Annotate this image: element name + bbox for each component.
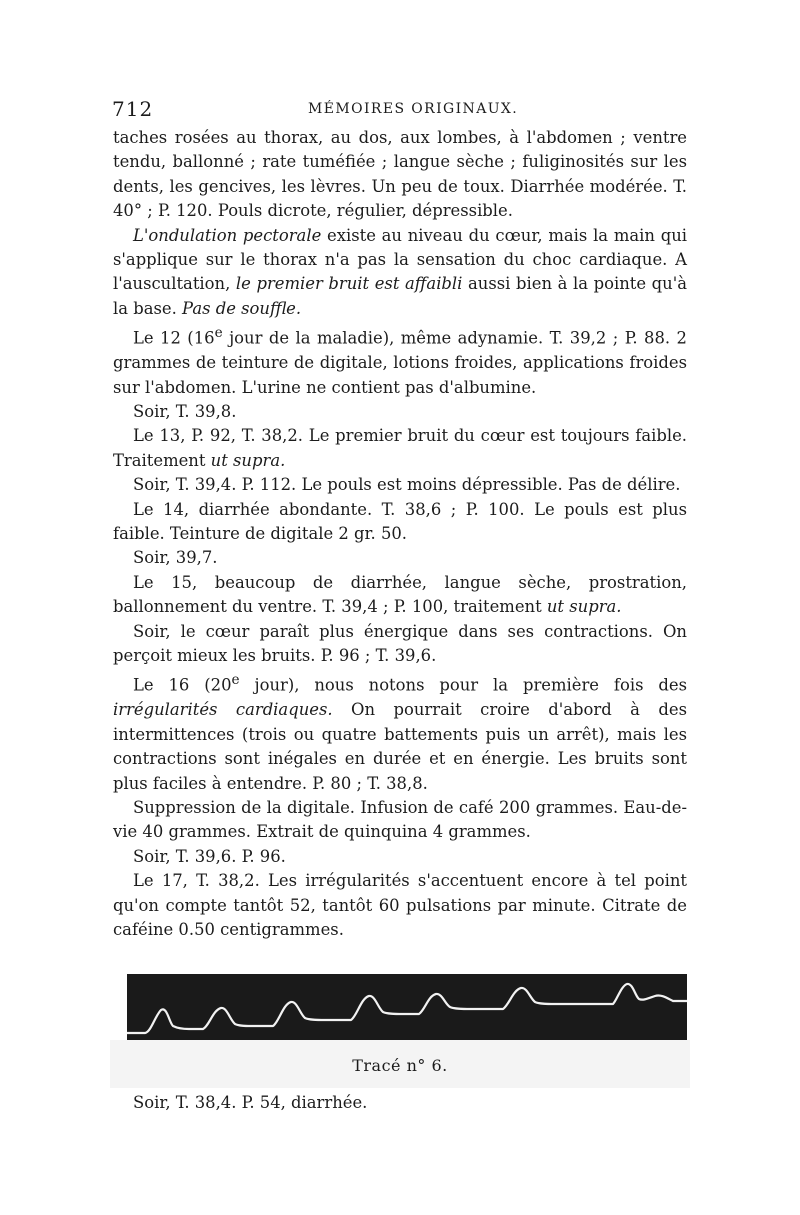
text-run: Le 16 (20 (133, 675, 232, 695)
paragraph (113, 126, 687, 224)
text-run: Le 12 (16 (133, 328, 215, 348)
paragraph (113, 620, 687, 669)
text-run: Suppression de la digitale. Infusion de café 200 grammes. Eau-de-vie 40 grammes. Extrait de quinquina 4 grammes. (113, 797, 687, 842)
paragraph (113, 845, 687, 869)
text-run: Soir, 39,7. (133, 548, 218, 568)
text-run: Soir, T. 39,4. P. 112. Le pouls est moins dépressible. Pas de délire. (133, 475, 681, 495)
text-run: Le 13, P. 92, T. 38,2. Le premier bruit du cœur est toujours faible. Traitement (113, 426, 687, 470)
text-run: Soir, T. 39,8. (133, 401, 237, 421)
superscript: e (231, 672, 240, 689)
italic-text: ut supra. (546, 597, 622, 617)
text-run: aussi bien à la pointe qu'à la base. (113, 274, 688, 318)
text-run: On pourrait croire d'abord à des intermittences (trois ou quatre battements puis un arrêt), mais les contractions sont inégales en durée et en énergie. Les bruits sont plus faciles à entendre. P. 80 ; T. 38,8. (113, 700, 688, 793)
text-run: Le 17, T. 38,2. Les irrégularités s'accentuent encore à tel point qu'on compte tantôt 52, tantôt 60 pulsations par minute. Citrate de caféine 0.50 centigrammes. (113, 871, 687, 939)
pulse-trace (127, 974, 687, 1040)
paragraph (113, 571, 687, 620)
superscript: e (214, 325, 223, 342)
page-header (108, 97, 708, 123)
paragraph (113, 498, 687, 547)
page-number: 712 (112, 97, 154, 121)
figure-caption: Tracé n° 6. (352, 1056, 448, 1075)
paragraph (113, 321, 687, 400)
paragraph (113, 424, 687, 473)
text-run: Le 14, diarrhée abondante. T. 38,6 ; P. 100. Le pouls est plus faible. Teinture de digitale 2 gr. 50. (113, 499, 687, 543)
text-run: jour), nous notons pour la première fois des (239, 675, 687, 695)
trace-background (127, 974, 687, 1040)
italic-text: Pas de souffle. (182, 298, 302, 318)
final-line: Soir, T. 38,4. P. 54, diarrhée. (133, 1093, 368, 1112)
paragraph (113, 796, 687, 845)
italic-text: ut supra. (210, 450, 286, 470)
text-run: Le 15, beaucoup de diarrhée, langue sèche, prostration, ballonnement du ventre. T. 39,4 ; P. 100, traitement (113, 572, 687, 617)
text-run: existe au niveau du cœur, mais la main qui s'applique sur le thorax n'a pas la sensation du choc cardiaque. A l'auscultation, (113, 225, 687, 294)
paragraph (113, 473, 687, 497)
italic-text: le premier bruit est affaibli (235, 274, 463, 294)
italic-text: L'ondulation pectorale (133, 225, 322, 245)
paragraph (113, 224, 687, 322)
paragraph (113, 869, 687, 942)
text-run: taches rosées au thorax, au dos, aux lombes, à l'abdomen ; ventre tendu, ballonné ; rate tuméfiée ; langue sèche ; fuliginosités sur les dents, les gencives, les lèvres. Un peu de toux. Diarrhée modérée. T. 40° ; P. 120. Pouls dicrote, régulier, dépressible. (113, 128, 687, 221)
text-run: Soir, T. 39,6. P. 96. (133, 846, 286, 866)
body-text (113, 126, 687, 942)
text-run: Soir, le cœur paraît plus énergique dans ses contractions. On perçoit mieux les bruits. P. 96 ; T. 39,6. (113, 621, 687, 665)
running-title: MÉMOIRES ORIGINAUX. (308, 101, 519, 117)
paragraph (113, 668, 687, 796)
paragraph (113, 400, 687, 424)
paragraph (113, 546, 687, 570)
italic-text: irrégularités cardiaques. (113, 700, 333, 720)
text-run: jour de la maladie), même adynamie. T. 39,2 ; P. 88. 2 grammes de teinture de digitale, lotions froides, applications froides sur l'abdomen. L'urine ne contient pas d'albumine. (113, 328, 687, 397)
pulse-trace-figure (127, 974, 687, 1040)
